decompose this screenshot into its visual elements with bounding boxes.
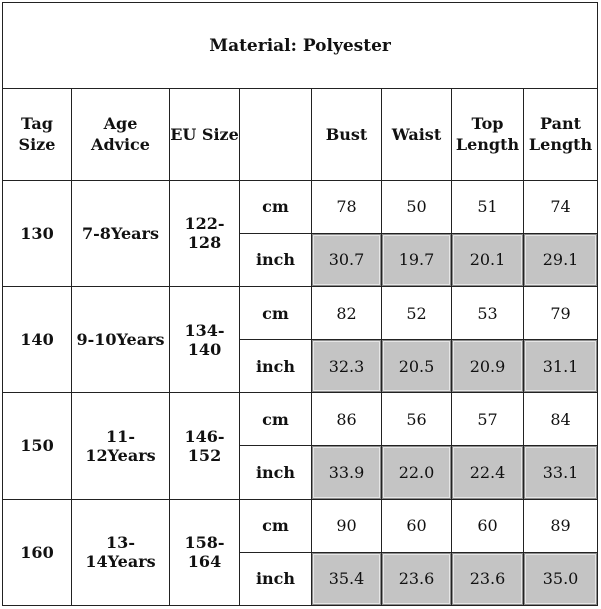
inch-value-cell-bust xyxy=(312,552,382,605)
inch-value-cell-pant xyxy=(524,446,598,499)
size-row-cm xyxy=(3,286,598,339)
eu-size-cell: 122-128 xyxy=(170,180,240,286)
inch-value-waist: 19.7 xyxy=(398,250,435,270)
unit-inch-label: inch xyxy=(240,552,312,605)
inch-value-bust: 30.7 xyxy=(328,250,365,270)
title-row xyxy=(3,3,598,89)
inch-value-top: 22.4 xyxy=(469,463,506,483)
header-eu-size: EU Size xyxy=(170,89,240,180)
header-pant-length-line2: Length xyxy=(528,135,593,155)
inch-value-bust: 35.4 xyxy=(328,569,365,589)
inch-value-shade xyxy=(524,446,597,498)
inch-value-shade xyxy=(452,340,523,392)
eu-size-cell: 146-152 xyxy=(170,393,240,499)
unit-inch-label: inch xyxy=(240,446,312,499)
inch-value-cell-bust xyxy=(312,340,382,393)
inch-value-waist: 23.6 xyxy=(398,569,435,589)
unit-cm-label: cm xyxy=(240,286,312,339)
inch-value-pant: 29.1 xyxy=(542,250,579,270)
inch-value-cell-top xyxy=(452,446,524,499)
tag-size-cell: 140 xyxy=(3,286,72,392)
unit-inch-label: inch xyxy=(240,233,312,286)
header-top-length-line2: Length xyxy=(455,135,520,155)
cm-value-pant: 74 xyxy=(524,180,598,233)
inch-value-shade xyxy=(312,446,381,498)
inch-value-cell-pant xyxy=(524,233,598,286)
inch-value-bust: 32.3 xyxy=(328,356,365,376)
inch-value-shade xyxy=(312,234,381,286)
inch-value-shade xyxy=(452,234,523,286)
material-title: Material: Polyester xyxy=(3,3,598,89)
age-advice-cell: 9-10Years xyxy=(72,286,170,392)
tag-size-cell: 160 xyxy=(3,499,72,605)
size-row-cm xyxy=(3,180,598,233)
header-row xyxy=(3,89,598,180)
inch-value-shade xyxy=(524,553,597,605)
inch-value-cell-bust xyxy=(312,446,382,499)
eu-size-cell: 158-164 xyxy=(170,499,240,605)
header-top-length-line1: Top xyxy=(471,113,504,133)
cm-value-bust: 78 xyxy=(312,180,382,233)
inch-value-pant: 31.1 xyxy=(542,356,579,376)
unit-inch-label: inch xyxy=(240,340,312,393)
inch-value-shade xyxy=(312,553,381,605)
age-advice-cell: 7-8Years xyxy=(72,180,170,286)
size-row-cm xyxy=(3,499,598,552)
inch-value-cell-bust xyxy=(312,233,382,286)
header-top-length xyxy=(452,89,524,180)
inch-value-shade xyxy=(312,340,381,392)
inch-value-cell-waist xyxy=(382,446,452,499)
cm-value-waist: 60 xyxy=(382,499,452,552)
header-age-advice: Age Advice xyxy=(72,89,170,180)
cm-value-pant: 89 xyxy=(524,499,598,552)
cm-value-waist: 52 xyxy=(382,286,452,339)
inch-value-shade xyxy=(524,234,597,286)
cm-value-top: 57 xyxy=(452,393,524,446)
header-unit xyxy=(240,89,312,180)
eu-size-cell: 134-140 xyxy=(170,286,240,392)
cm-value-top: 60 xyxy=(452,499,524,552)
inch-value-waist: 22.0 xyxy=(398,463,435,483)
cm-value-bust: 90 xyxy=(312,499,382,552)
header-bust: Bust xyxy=(312,89,382,180)
size-chart-table xyxy=(2,2,598,606)
inch-value-cell-top xyxy=(452,552,524,605)
inch-value-cell-pant xyxy=(524,552,598,605)
tag-size-cell: 150 xyxy=(3,393,72,499)
header-tag-size: Tag Size xyxy=(3,89,72,180)
size-row-cm xyxy=(3,393,598,446)
cm-value-top: 51 xyxy=(452,180,524,233)
inch-value-shade xyxy=(382,446,451,498)
inch-value-cell-waist xyxy=(382,340,452,393)
unit-cm-label: cm xyxy=(240,499,312,552)
unit-cm-label: cm xyxy=(240,180,312,233)
inch-value-cell-waist xyxy=(382,233,452,286)
inch-value-top: 20.1 xyxy=(469,250,506,270)
header-pant-length-line1: Pant xyxy=(540,113,582,133)
inch-value-bust: 33.9 xyxy=(328,463,365,483)
inch-value-top: 23.6 xyxy=(469,569,506,589)
inch-value-cell-top xyxy=(452,340,524,393)
cm-value-waist: 56 xyxy=(382,393,452,446)
inch-value-shade xyxy=(452,553,523,605)
age-advice-cell: 11-12Years xyxy=(72,393,170,499)
header-waist: Waist xyxy=(382,89,452,180)
header-pant-length xyxy=(524,89,598,180)
inch-value-shade xyxy=(452,446,523,498)
inch-value-shade xyxy=(382,234,451,286)
inch-value-cell-pant xyxy=(524,340,598,393)
inch-value-shade xyxy=(524,340,597,392)
inch-value-cell-waist xyxy=(382,552,452,605)
inch-value-cell-top xyxy=(452,233,524,286)
inch-value-pant: 33.1 xyxy=(542,463,579,483)
inch-value-top: 20.9 xyxy=(469,356,506,376)
cm-value-bust: 86 xyxy=(312,393,382,446)
cm-value-pant: 79 xyxy=(524,286,598,339)
tag-size-cell: 130 xyxy=(3,180,72,286)
inch-value-shade xyxy=(382,340,451,392)
cm-value-top: 53 xyxy=(452,286,524,339)
inch-value-waist: 20.5 xyxy=(398,356,435,376)
unit-cm-label: cm xyxy=(240,393,312,446)
cm-value-pant: 84 xyxy=(524,393,598,446)
age-advice-cell: 13-14Years xyxy=(72,499,170,605)
cm-value-bust: 82 xyxy=(312,286,382,339)
inch-value-pant: 35.0 xyxy=(542,569,579,589)
cm-value-waist: 50 xyxy=(382,180,452,233)
inch-value-shade xyxy=(382,553,451,605)
